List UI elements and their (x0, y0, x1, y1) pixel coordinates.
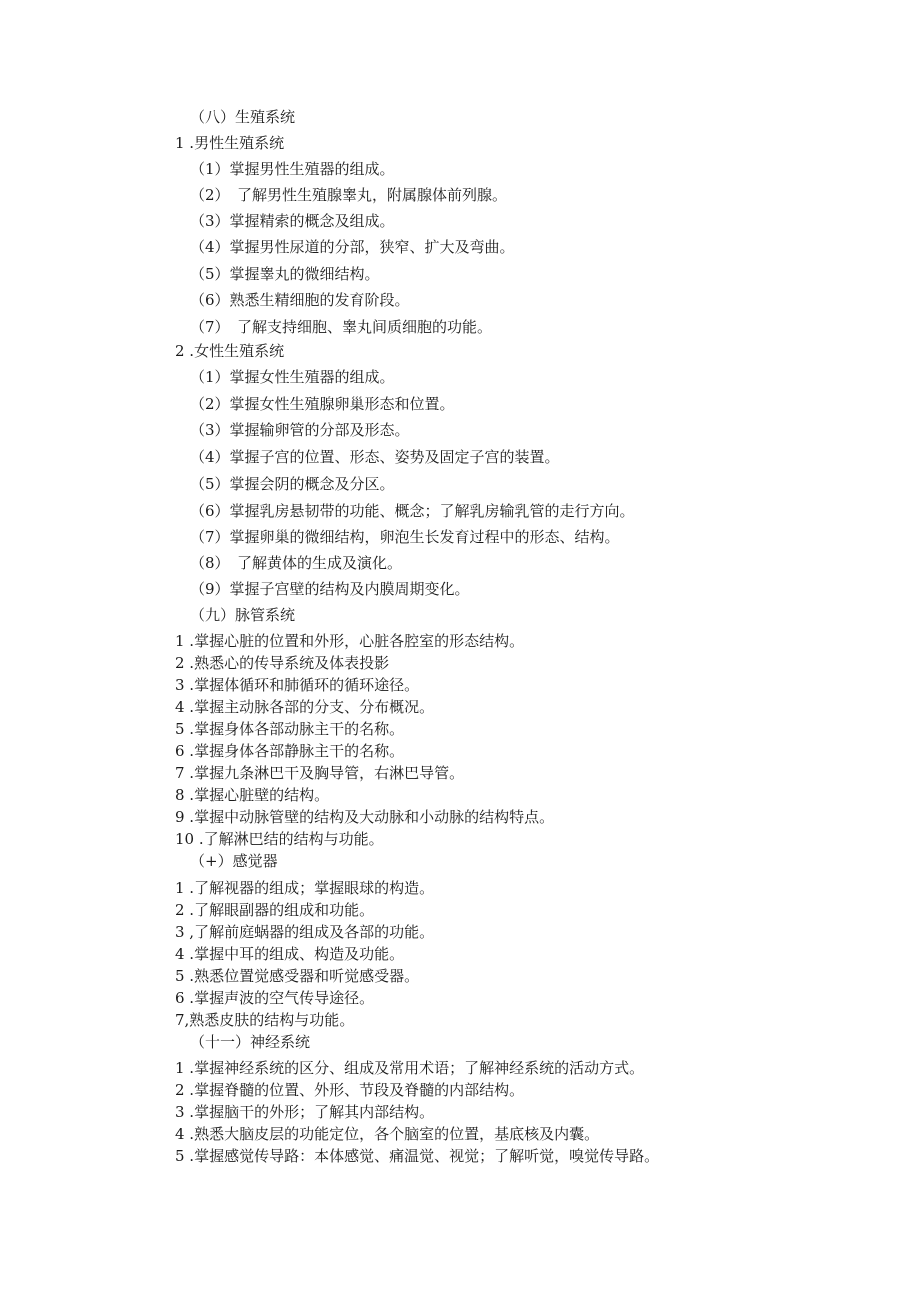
list-item: 4 .掌握主动脉各部的分支、分布概况。 (175, 698, 435, 716)
list-item: （8） 了解黄体的生成及演化。 (190, 554, 403, 572)
list-item: 1 .了解视器的组成；掌握眼球的构造。 (175, 879, 435, 897)
list-item: （5）掌握会阴的概念及分区。 (190, 475, 395, 493)
list-item: （4）掌握男性尿道的分部，狭窄、扩大及弯曲。 (190, 238, 515, 256)
list-item: 6 .掌握身体各部静脉主干的名称。 (175, 742, 405, 760)
section-heading: （+）感觉器 (190, 852, 278, 870)
list-item: （1）掌握女性生殖器的组成。 (190, 368, 395, 386)
list-item: 1 .掌握神经系统的区分、组成及常用术语；了解神经系统的活动方式。 (175, 1059, 645, 1077)
list-item: 5 .掌握感觉传导路：本体感觉、痛温觉、视觉；了解听觉，嗅觉传导路。 (175, 1147, 660, 1165)
list-item: 9 .掌握中动脉管壁的结构及大动脉和小动脉的结构特点。 (175, 808, 555, 826)
list-item: 4 .掌握中耳的组成、构造及功能。 (175, 945, 405, 963)
list-item: 1 .掌握心脏的位置和外形，心脏各腔室的形态结构。 (175, 632, 525, 650)
list-item: （5）掌握睾丸的微细结构。 (190, 265, 380, 283)
subsection-heading: 1 .男性生殖系统 (175, 134, 285, 152)
list-item: （3）掌握精索的概念及组成。 (190, 212, 395, 230)
list-item: 10 .了解淋巴结的结构与功能。 (175, 830, 384, 848)
list-item: （6）掌握乳房悬韧带的功能、概念；了解乳房输乳管的走行方向。 (190, 502, 635, 520)
list-item: 5 .熟悉位置觉感受器和听觉感受器。 (175, 967, 420, 985)
list-item: 3 .掌握体循环和肺循环的循环途径。 (175, 676, 420, 694)
list-item: （3）掌握输卵管的分部及形态。 (190, 421, 410, 439)
list-item: 2 .掌握脊髓的位置、外形、节段及脊髓的内部结构。 (175, 1081, 525, 1099)
list-item: 2 .熟悉心的传导系统及体表投影 (175, 654, 390, 672)
list-item: 7,熟悉皮肤的结构与功能。 (175, 1011, 355, 1029)
list-item: 3 ,了解前庭蜗器的组成及各部的功能。 (175, 923, 435, 941)
list-item: 3 .掌握脑干的外形；了解其内部结构。 (175, 1103, 435, 1121)
list-item: 2 .了解眼副器的组成和功能。 (175, 901, 375, 919)
list-item: （4）掌握子宫的位置、形态、姿势及固定子宫的装置。 (190, 448, 560, 466)
list-item: 8 .掌握心脏壁的结构。 (175, 786, 330, 804)
list-item: 4 .熟悉大脑皮层的功能定位，各个脑室的位置，基底核及内囊。 (175, 1125, 600, 1143)
list-item: （2）掌握女性生殖腺卵巢形态和位置。 (190, 395, 455, 413)
list-item: 7 .掌握九条淋巴干及胸导管，右淋巴导管。 (175, 764, 465, 782)
section-heading: （十一）神经系统 (190, 1033, 311, 1051)
subsection-heading: 2 .女性生殖系统 (175, 342, 285, 360)
list-item: 5 .掌握身体各部动脉主干的名称。 (175, 720, 405, 738)
list-item: （7）掌握卵巢的微细结构，卵泡生长发育过程中的形态、结构。 (190, 528, 620, 546)
list-item: （2） 了解男性生殖腺睾丸，附属腺体前列腺。 (190, 186, 508, 204)
list-item: （9）掌握子宫壁的结构及内膜周期变化。 (190, 580, 470, 598)
section-heading: （八）生殖系统 (190, 108, 296, 126)
list-item: （7） 了解支持细胞、睾丸间质细胞的功能。 (190, 318, 493, 336)
list-item: （1）掌握男性生殖器的组成。 (190, 160, 395, 178)
list-item: （6）熟悉生精细胞的发育阶段。 (190, 291, 410, 309)
section-heading: （九）脉管系统 (190, 606, 296, 624)
list-item: 6 .掌握声波的空气传导途径。 (175, 989, 375, 1007)
